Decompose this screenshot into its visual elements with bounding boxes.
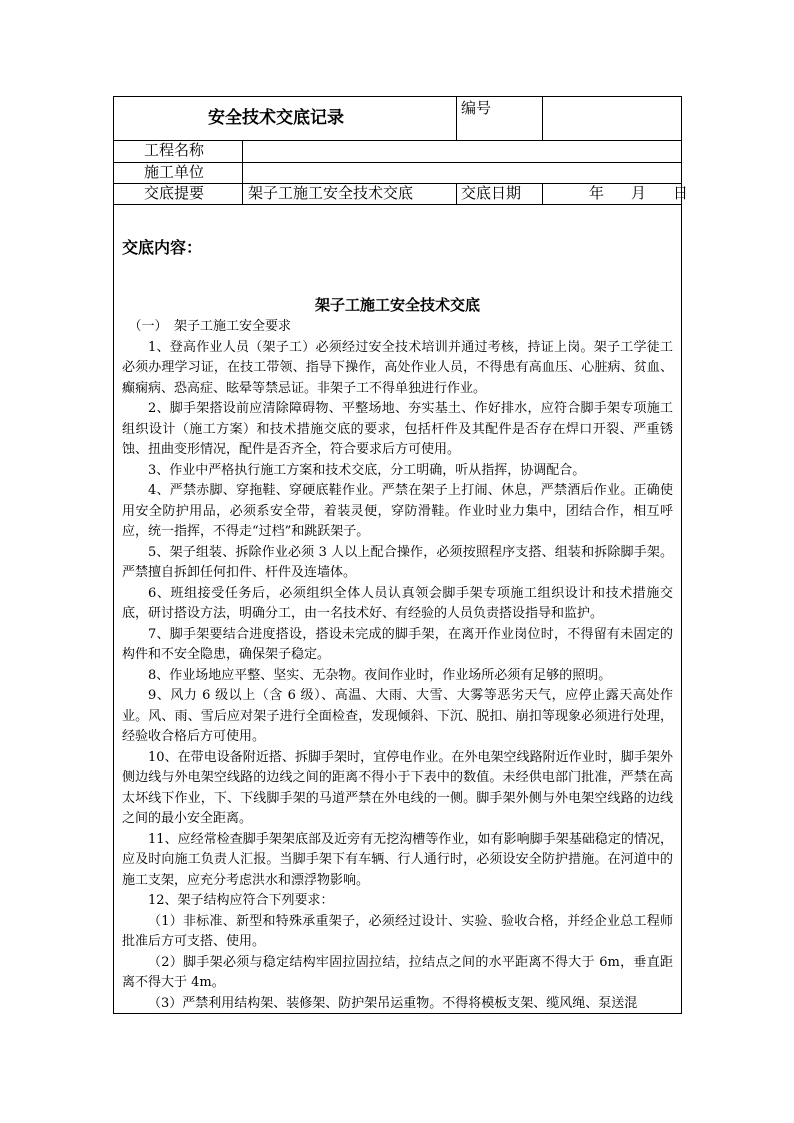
- form-title: 安全技术交底记录: [208, 108, 344, 128]
- document-title: 架子工施工安全技术交底: [314, 296, 480, 314]
- disclosure-content: [114, 205, 681, 1013]
- paragraph: 7、脚手架要结合进度搭设，搭设未完成的脚手架，在离开作业岗位时，不得留有未固定的构件和不安全隐患，确保架子稳定。: [122, 626, 673, 662]
- paragraph: 8、作业场地应平整、坚实、无杂物。夜间作业时，作业场所必须有足够的照明。: [148, 667, 612, 683]
- paragraph: （1）非标准、新型和特殊承重架子，必须经过设计、实验、验收合格，并经企业总工程师批准后方可支搭、使用。: [122, 913, 673, 949]
- paragraph: 12、架子结构应符合下列要求：: [148, 893, 334, 908]
- section-label: 交底内容：: [122, 238, 203, 257]
- paragraph: （一） 架子工施工安全要求: [128, 319, 292, 334]
- project-name-label: 工程名称: [144, 141, 205, 159]
- paragraph: 1、登高作业人员（架子工）必须经过安全技术培训并通过考核，持证上岗。架子工学徒工必须办理学习证，在技工带领、指导下操作，高处作业人员，不得患有高血压、心脏病、贫血、癫痫病、恐高症、眩晕等禁忌证。非架子工不得单独进行作业。: [122, 339, 673, 396]
- column-divider: [456, 97, 457, 141]
- summary-label: 交底提要: [144, 184, 205, 202]
- column-divider: [242, 140, 243, 205]
- date-label: 交底日期: [461, 184, 522, 202]
- paragraph: （3）严禁利用结构架、装修架、防护架吊运重物。不得将模板支架、缆风绳、泵送混: [148, 995, 638, 1011]
- paragraph: 6、班组接受任务后，必须组织全体人员认真领会脚手架专项施工组织设计和技术措施交底，研讨搭设方法，明确分工，由一名技术好、有经验的人员负责搭设指导和监护。: [122, 585, 673, 621]
- paragraph: 2、脚手架搭设前应清除障碍物、平整场地、夯实基土、作好排水，应符合脚手架专项施工组织设计（施工方案）和技术措施交底的要求，包括杆件及其配件是否存在焊口开裂、严重锈蚀、扭曲变形情况，配件是否齐全，符合要求后方可使用。: [122, 401, 673, 457]
- content-body: [122, 317, 673, 1014]
- summary-value: 架子工施工安全技术交底: [248, 184, 414, 202]
- paragraph: 9、风力 6 级以上（含 6 级）、高温、大雨、大雪、大雾等恶劣天气，应停止露天高处作业。风、雨、雪后应对架子进行全面检查，发现倾斜、下沉、脱扣、崩扣等现象必须进行处理，经验收合格后方可使用。: [122, 688, 673, 744]
- column-divider: [542, 97, 543, 141]
- number-label: 编号: [461, 99, 492, 117]
- paragraph: 3、作业中严格执行施工方案和技术交底，分工明确，听从指挥，协调配合。: [148, 462, 586, 478]
- paragraph: 4、严禁赤脚、穿拖鞋、穿硬底鞋作业。严禁在架子上打闹、休息，严禁酒后作业。正确使用安全防护用品，必须系安全带，着装灵便，穿防滑鞋。作业时业力集中，团结合作，相互呼应，统一指挥，不得走“过档”和跳跃架子。: [122, 483, 673, 539]
- paragraph: 11、应经常检查脚手架架底部及近旁有无挖沟槽等作业，如有影响脚手架基础稳定的情况，应及时向施工负责人汇报。当脚手架下有车辆、行人通行时，必须设安全防护措施。在河道中的施工支架，应充分考虑洪水和漂浮物影响。: [122, 831, 673, 888]
- date-value: 年 月 日: [589, 184, 695, 202]
- contractor-label: 施工单位: [144, 163, 205, 181]
- paragraph: （2）脚手架必须与稳定结构牢固拉固拉结，拉结点之间的水平距离不得大于 6m，垂直距离不得大于 4m。: [122, 954, 673, 990]
- column-divider: [456, 183, 457, 205]
- disclosure-record-form: [113, 96, 695, 1014]
- paragraph: 10、在带电设备附近搭、拆脚手架时，宜停电作业。在外电架空线路附近作业时，脚手架外侧边线与外电架空线路的边线之间的距离不得小于下表中的数值。未经供电部门批准，严禁在高太坏线下作业，下、下线脚手架的马道严禁在外电线的一侧。脚手架外侧与外电架空线路的边线之间的最小安全距离。: [122, 749, 673, 826]
- paragraph: 5、架子组装、拆除作业必须 3 人以上配合操作，必须按照程序支搭、组装和拆除脚手架。严禁擅自拆卸任何扣件、杆件及连墙体。: [122, 544, 673, 580]
- column-divider: [542, 183, 543, 205]
